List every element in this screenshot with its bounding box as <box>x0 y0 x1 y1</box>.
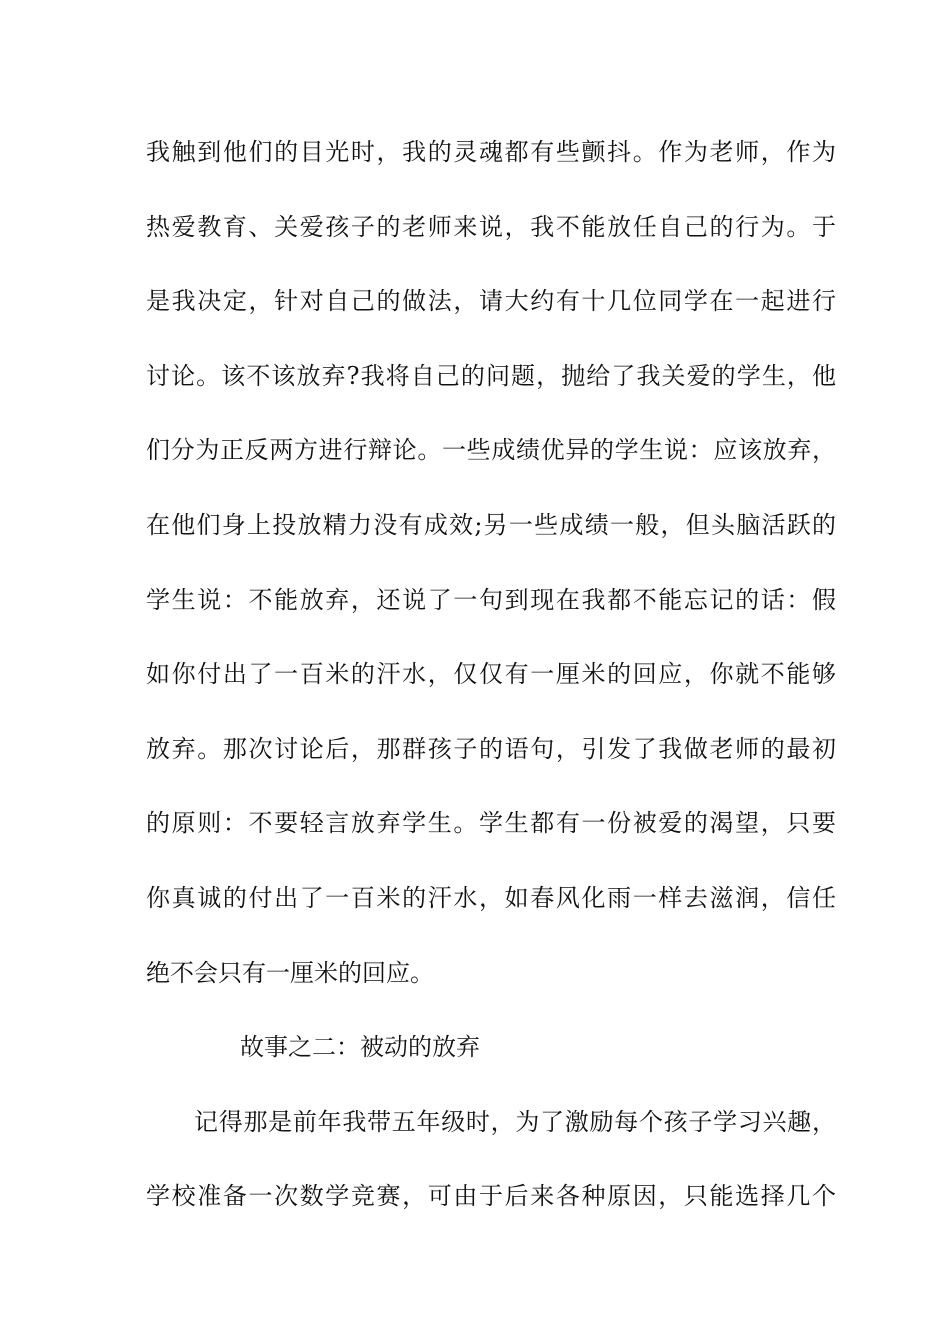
text-line: 放弃。那次讨论后，那群孩子的语句，引发了我做老师的最初 <box>146 734 836 763</box>
text-line: 学校准备一次数学竞赛，可由于后来各种原因，只能选择几个 <box>146 1182 836 1211</box>
paragraph-1 <box>146 128 836 1023</box>
text-line: 学生说：不能放弃，还说了一句到现在我都不能忘记的话：假 <box>146 585 836 614</box>
text-line: 热爱教育、关爱孩子的老师来说，我不能放任自己的行为。于 <box>146 212 836 241</box>
text-line: 绝不会只有一厘米的回应。 <box>146 958 434 987</box>
text-line: 讨论。该不该放弃?我将自己的问题，抛给了我关爱的学生，他 <box>146 361 836 390</box>
text-line: 的原则：不要轻言放弃学生。学生都有一份被爱的渴望，只要 <box>146 809 836 838</box>
text-line: 在他们身上投放精力没有成效;另一些成绩一般，但头脑活跃的 <box>146 510 836 539</box>
paragraph-2 <box>146 1098 836 1247</box>
text-line: 们分为正反两方进行辩论。一些成绩优异的学生说：应该放弃， <box>146 436 836 465</box>
section-heading: 故事之二：被动的放弃 <box>240 1033 480 1062</box>
text-line: 如你付出了一百米的汗水，仅仅有一厘米的回应，你就不能够 <box>146 660 836 689</box>
text-line: 你真诚的付出了一百米的汗水，如春风化雨一样去滋润，信任 <box>146 883 836 912</box>
text-line: 记得那是前年我带五年级时，为了激励每个孩子学习兴趣， <box>194 1107 836 1136</box>
document-body <box>146 128 836 1247</box>
text-line: 我触到他们的目光时，我的灵魂都有些颤抖。作为老师，作为 <box>146 138 836 166</box>
text-line: 是我决定，针对自己的做法，请大约有十几位同学在一起进行 <box>146 287 836 316</box>
